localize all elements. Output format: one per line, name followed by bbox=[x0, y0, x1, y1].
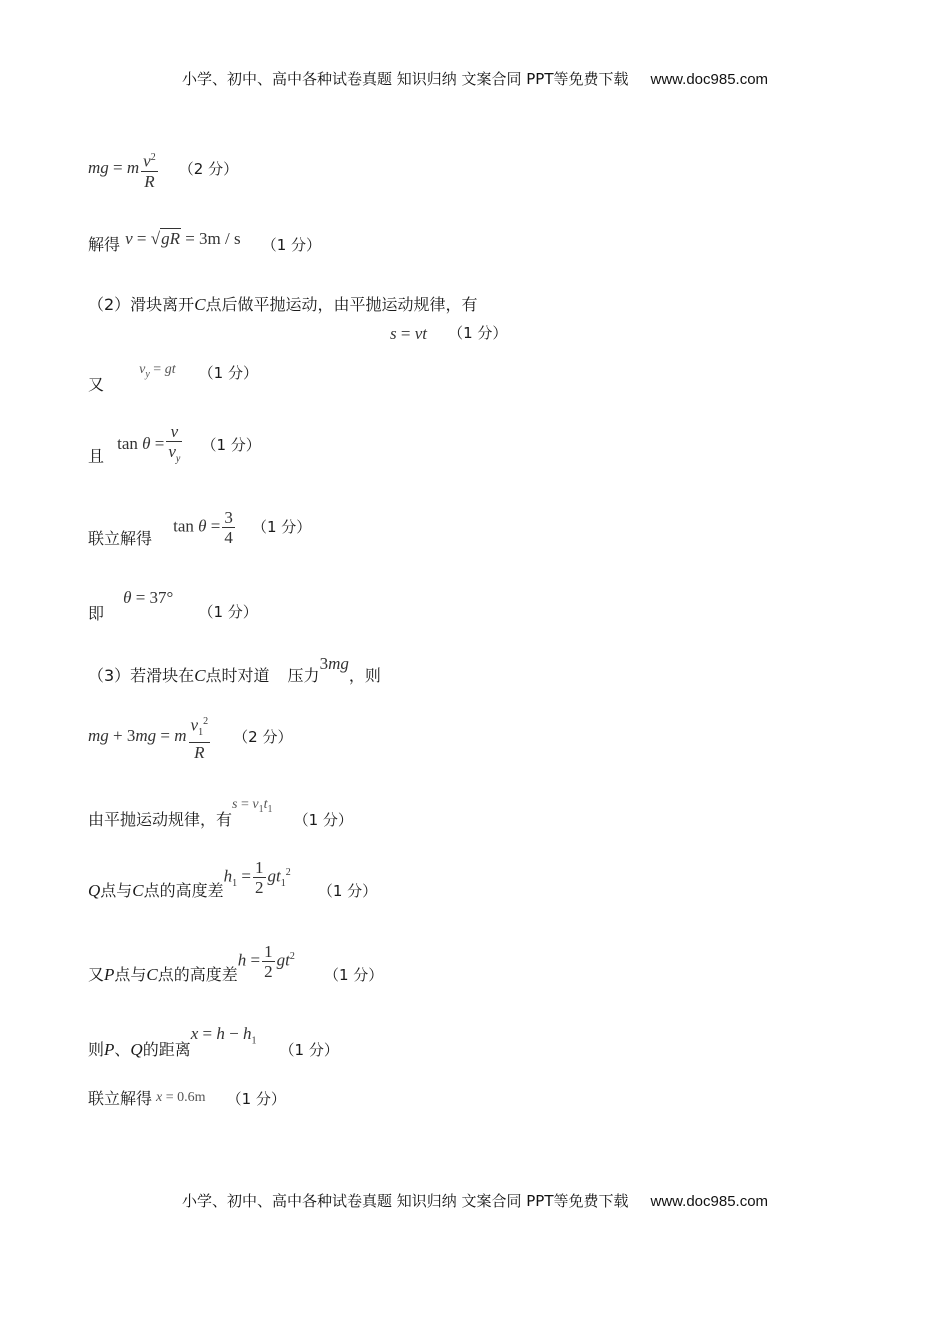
line-label-2: 点与 bbox=[114, 965, 147, 984]
line-label: 即 bbox=[88, 604, 105, 623]
line-label: （3）若滑块在 bbox=[88, 666, 195, 685]
formula-tan-ratio: tan θ = $\frac{v}{v_y}$ bbox=[117, 422, 184, 468]
formula-3mg: 3mg bbox=[319, 654, 349, 673]
line-label-3: 压力 bbox=[287, 666, 320, 685]
score: （1 分） bbox=[293, 811, 353, 829]
formula-s-vt: s = vt bbox=[390, 323, 427, 343]
line-label-2: 点时对道 bbox=[205, 666, 270, 685]
line-label-4: ，则 bbox=[348, 666, 381, 685]
line-label: 则 bbox=[88, 1040, 105, 1059]
equation-line-8 bbox=[88, 587, 258, 624]
page-header bbox=[0, 68, 950, 89]
line-label-2: 点后做平抛运动，由平抛运动规律，有 bbox=[205, 295, 478, 314]
score: （1 分） bbox=[198, 364, 258, 382]
equation-line-7 bbox=[88, 508, 311, 549]
line-label: 联立解得 bbox=[88, 1089, 153, 1108]
footer-site: www.doc985.com bbox=[650, 1193, 769, 1210]
header-site: www.doc985.com bbox=[650, 71, 769, 88]
point-q: Q bbox=[130, 1040, 143, 1059]
equation-line-10 bbox=[88, 712, 292, 762]
formula-h1: $h_1$ = $\frac{1}{2}$ $gt_1^2$ bbox=[223, 858, 291, 897]
score: （1 分） bbox=[317, 882, 378, 900]
text-line-9 bbox=[88, 654, 381, 686]
score: （1 分） bbox=[251, 518, 312, 536]
formula-h: h = $\frac{1}{2}$ $gt^2$ bbox=[237, 942, 295, 981]
point-c: C bbox=[194, 666, 206, 685]
point-q: Q bbox=[88, 881, 101, 900]
header-text: 小学、初中、高中各种试卷真题 知识归纳 文案合同 PPT等免费下载 bbox=[181, 70, 629, 88]
equation-line-14 bbox=[88, 1024, 339, 1060]
score: （1 分） bbox=[279, 1041, 339, 1059]
point-c: C bbox=[194, 295, 206, 314]
line-label: 且 bbox=[88, 446, 105, 466]
formula-net-force: mg + 3mg = m $\frac{v_1^2}{R}$ bbox=[88, 715, 209, 763]
line-label: 联立解得 bbox=[88, 529, 153, 548]
score: （2 分） bbox=[233, 727, 293, 746]
equation-line-2 bbox=[88, 228, 322, 255]
footer-text: 小学、初中、高中各种试卷真题 知识归纳 文案合同 PPT等免费下载 bbox=[181, 1192, 629, 1210]
formula-x-value: x = 0.6m bbox=[156, 1089, 206, 1105]
line-label-3: 的距离 bbox=[142, 1040, 191, 1059]
formula-centripetal: mg = m $\frac{v^2}{R}$ bbox=[88, 151, 156, 191]
score: （1 分） bbox=[201, 435, 261, 454]
point-c: C bbox=[146, 965, 158, 984]
point-p: P bbox=[104, 965, 115, 984]
formula-vy: $v_y$ = gt bbox=[139, 361, 176, 380]
score: （1 分） bbox=[448, 324, 508, 342]
score: （1 分） bbox=[226, 1090, 286, 1108]
equation-line-4 bbox=[390, 322, 507, 344]
formula-x-diff: $x = h - h_1$ bbox=[190, 1024, 257, 1047]
equation-line-5 bbox=[88, 362, 258, 395]
score: （1 分） bbox=[323, 966, 384, 984]
page-footer bbox=[0, 1190, 950, 1211]
text-line-3 bbox=[88, 292, 478, 315]
score: （1 分） bbox=[261, 236, 322, 254]
line-label: 由平抛运动规律，有 bbox=[88, 810, 233, 829]
equation-line-13 bbox=[88, 942, 383, 985]
point-p: P bbox=[104, 1040, 115, 1059]
line-label-3: 点的高度差 bbox=[157, 965, 238, 984]
score: （2 分） bbox=[178, 159, 239, 178]
equation-line-6 bbox=[88, 422, 261, 468]
equation-line-1 bbox=[88, 148, 238, 191]
line-label-2: 、 bbox=[114, 1040, 131, 1059]
line-label: 又 bbox=[88, 965, 105, 984]
equation-line-15 bbox=[88, 1086, 286, 1109]
formula-velocity: v = √gR = 3m / s bbox=[125, 228, 241, 248]
score: （1 分） bbox=[198, 603, 258, 621]
line-label: 点与 bbox=[100, 881, 133, 900]
equation-line-12 bbox=[88, 858, 377, 901]
line-label-2: 点的高度差 bbox=[143, 881, 224, 900]
line-label: 解得 bbox=[88, 235, 121, 254]
line-label: （2）滑块离开 bbox=[88, 295, 195, 314]
formula-tan-value: tan θ = $\frac{3}{4}$ bbox=[173, 508, 233, 547]
formula-theta: θ = 37° bbox=[123, 587, 174, 607]
line-label: 又 bbox=[88, 375, 105, 394]
point-c: C bbox=[132, 881, 144, 900]
equation-line-11 bbox=[88, 796, 353, 830]
formula-s-v1t1: $s = v_1t_1$ bbox=[232, 796, 273, 815]
